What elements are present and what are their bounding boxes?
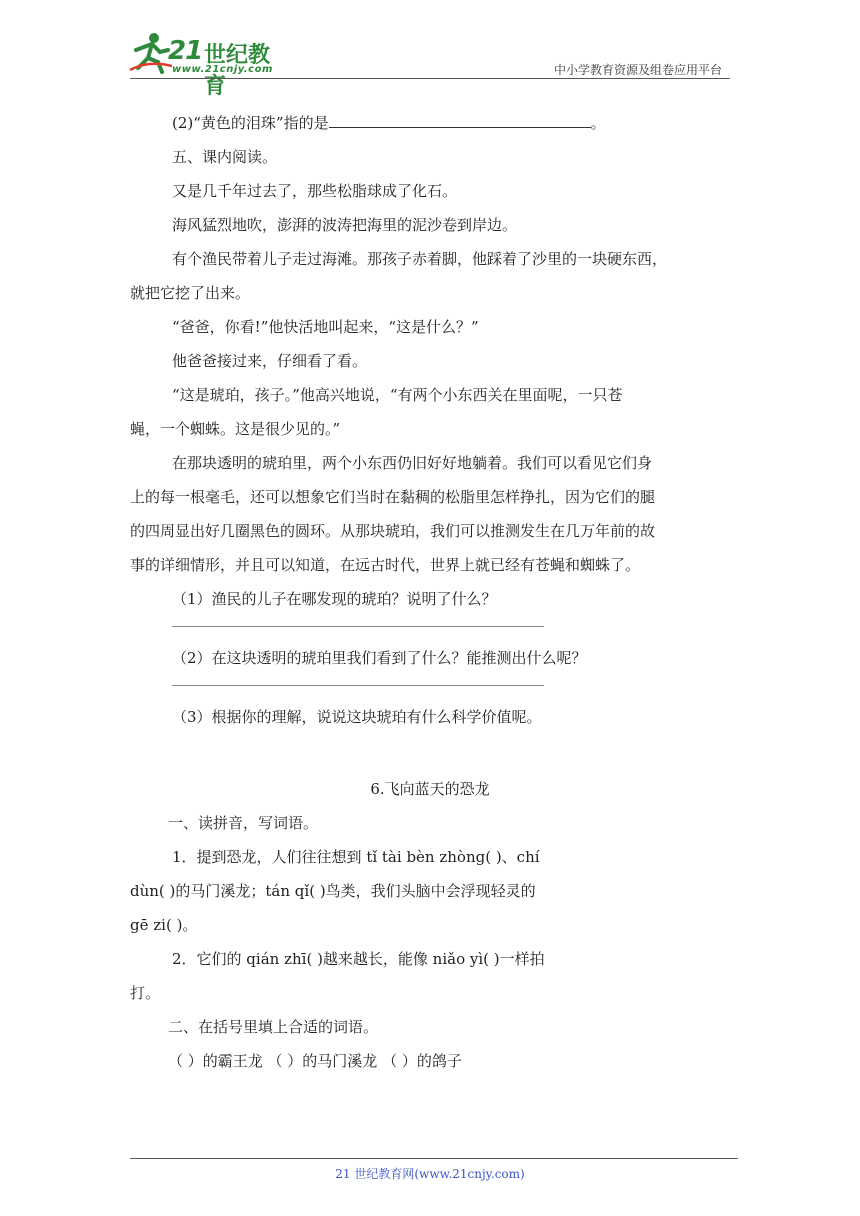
- pinyin-item-1-cont: dùn( )的马门溪龙；tán qǐ( )鸟类，我们头脑中会浮现轻灵的: [130, 882, 536, 900]
- logo-number: 21: [168, 36, 203, 66]
- answer-line[interactable]: [172, 626, 544, 627]
- page-header: [0, 0, 860, 99]
- passage-paragraph: 他爸爸接过来，仔细看了看。: [172, 352, 368, 370]
- footer-link[interactable]: 21 世纪教育网(www.21cnjy.com): [335, 1167, 525, 1181]
- document-body: [130, 106, 730, 1078]
- pinyin-item-2: 2．它们的 qián zhī( )越来越长，能像 niǎo yì( )一样拍: [172, 950, 545, 968]
- passage-paragraph: 就把它挖了出来。: [130, 284, 251, 302]
- part-heading: 一、读拼音，写词语。: [168, 814, 319, 832]
- passage-paragraph: 又是几千年过去了，那些松脂球成了化石。: [172, 182, 458, 200]
- runner-logo-icon: [128, 30, 172, 74]
- logo-url: www.21cnjy.com: [172, 64, 273, 75]
- header-tagline: 中小学教育资源及组卷应用平台: [553, 63, 722, 77]
- sub-question-3: （3）根据你的理解，说说这块琥珀有什么科学价值呢。: [172, 708, 542, 726]
- passage-paragraph: 事的详细情形，并且可以知道，在远古时代，世界上就已经有苍蝇和蜘蛛了。: [130, 556, 641, 574]
- fill-in-line: （ ）的霸王龙 （ ）的马门溪龙 （ ）的鸽子: [168, 1052, 462, 1070]
- part-heading: 二、在括号里填上合适的词语。: [168, 1018, 379, 1036]
- passage-paragraph: 的四周显出好几圈黑色的圆环。从那块琥珀，我们可以推测发生在几万年前的故: [130, 522, 656, 540]
- pinyin-item-2-cont: 打。: [130, 984, 161, 1002]
- section-heading: 五、课内阅读。: [172, 148, 278, 166]
- pinyin-item-1-cont: gē zi( )。: [130, 916, 198, 934]
- question-2: (2)“黄色的泪珠”指的是 。: [130, 106, 730, 140]
- header-divider: [130, 78, 730, 79]
- passage-paragraph: “爸爸，你看!”他快活地叫起来，“这是什么？”: [172, 318, 479, 336]
- site-logo[interactable]: [128, 30, 288, 99]
- lesson-title: 6.飞向蓝天的恐龙: [370, 780, 490, 798]
- passage-paragraph: 在那块透明的琥珀里，两个小东西仍旧好好地躺着。我们可以看见它们身: [172, 454, 653, 472]
- sub-question-1: （1）渔民的儿子在哪发现的琥珀？说明了什么？: [172, 590, 497, 608]
- answer-blank[interactable]: [329, 109, 591, 128]
- passage-paragraph: 有个渔民带着儿子走过海滩。那孩子赤着脚，他踩着了沙里的一块硬东西，: [172, 250, 668, 268]
- pinyin-item-1: 1．提到恐龙，人们往往想到 tǐ tài bèn zhòng( )、chí: [172, 848, 540, 866]
- footer-divider: [130, 1158, 738, 1159]
- passage-paragraph: “这是琥珀，孩子。”他高兴地说，“有两个小东西关在里面呢，一只苍: [172, 386, 623, 404]
- passage-paragraph: 蝇，一个蜘蛛。这是很少见的。”: [130, 420, 341, 438]
- sub-question-2: （2）在这块透明的琥珀里我们看到了什么？能推测出什么呢？: [172, 649, 587, 667]
- logo-text: 世纪教育: [204, 43, 271, 99]
- answer-line[interactable]: [172, 685, 544, 686]
- passage-paragraph: 海风猛烈地吹，澎湃的波涛把海里的泥沙卷到岸边。: [172, 216, 518, 234]
- passage-paragraph: 上的每一根毫毛，还可以想象它们当时在黏稠的松脂里怎样挣扎，因为它们的腿: [130, 488, 656, 506]
